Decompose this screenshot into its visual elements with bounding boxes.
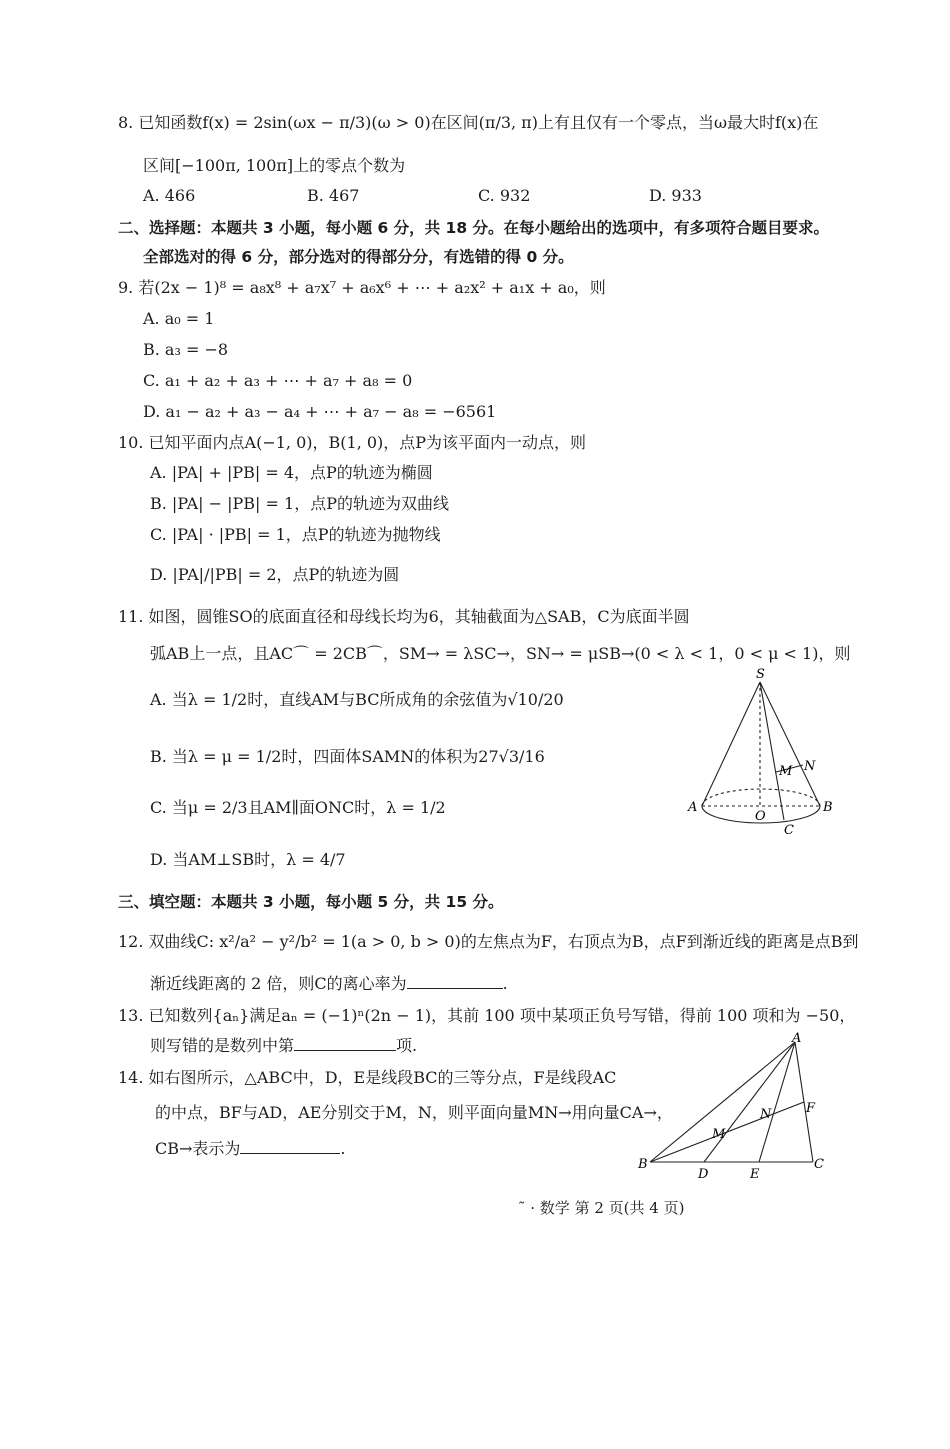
q10-option-b: B. |PA| − |PB| = 1，点P的轨迹为双曲线 [150,494,449,513]
tri-label-c: C [814,1157,824,1172]
q12-stem-line2 [150,974,508,994]
q13-stem-line2 [150,1036,417,1056]
q12-line2-text: 渐近线距离的 2 倍，则C的离心率为 [150,974,407,993]
tri-label-m: M [712,1127,726,1142]
q10-option-d: D. |PA|/|PB| = 2，点P的轨迹为圆 [150,565,400,584]
q11-stem-line2: 弧AB上一点，且AC⌒ = 2CB⌒，SM→ = λSC→，SN→ = μSB→(0 < λ < 1，0 < μ < 1)，则 [150,644,851,663]
q13-line2-text: 则写错的是数列中第 [150,1036,295,1055]
q10-option-c: C. |PA| · |PB| = 1，点P的轨迹为抛物线 [150,525,441,544]
cone-label-b: B [823,800,833,815]
cone-edge-sb [760,682,820,806]
tri-segment-bf [650,1102,804,1162]
cone-label-m: M [779,764,793,779]
q9-stem: 9. 若(2x − 1)⁸ = a₈x⁸ + a₇x⁷ + a₆x⁶ + ⋯ + a₂x² + a₁x + a₀，则 [118,278,606,297]
cone-segment-sc [760,682,784,820]
tri-label-b: B [638,1157,648,1172]
q8-option-c: C. 932 [478,186,531,205]
section2-header-line1: 二、选择题：本题共 3 小题，每小题 6 分，共 18 分。在每小题给出的选项中，有多项符合题目要求。 [118,219,830,237]
cone-edge-sa [702,682,760,806]
cone-figure [680,660,850,840]
cone-base-back [702,789,820,806]
q8-option-a: A. 466 [143,186,196,205]
q12-answer-blank[interactable] [407,974,503,989]
cone-label-n: N [804,759,816,774]
cone-label-o: O [755,809,766,824]
q9-option-d: D. a₁ − a₂ + a₃ − a₄ + ⋯ + a₇ − a₈ = −6561 [143,402,497,421]
cone-label-s: S [756,667,765,682]
q8-option-d: D. 933 [649,186,702,205]
tri-label-a: A [792,1031,802,1046]
q14-stem-line3 [155,1139,346,1159]
q14-line3-text: CB→表示为 [155,1139,241,1158]
tri-segment-ae [759,1042,795,1162]
q11-option-b: B. 当λ = μ = 1/2时，四面体SAMN的体积为27√3/16 [150,747,545,766]
q8-stem-line2: 区间[−100π, 100π]上的零点个数为 [143,156,406,175]
q11-option-d: D. 当AM⊥SB时，λ = 4/7 [150,850,346,869]
q9-option-a: A. a₀ = 1 [143,309,215,328]
q10-stem: 10. 已知平面内点A(−1, 0)，B(1, 0)，点P为该平面内一动点，则 [118,433,587,452]
q12-stem-line1: 12. 双曲线C: x²/a² − y²/b² = 1(a > 0, b > 0)的左焦点为F，右顶点为B，点F到渐近线的距离是点B到 [118,932,859,951]
q10-option-a: A. |PA| + |PB| = 4，点P的轨迹为椭圆 [150,463,433,482]
q8-stem-line1: 8. 已知函数f(x) = 2sin(ωx − π/3)(ω > 0)在区间(π/3, π)上有且仅有一个零点，当ω最大时f(x)在 [118,113,819,132]
tri-side-ab [650,1042,795,1162]
q14-line3-end: . [340,1139,346,1158]
section3-header: 三、填空题：本题共 3 小题，每小题 5 分，共 15 分。 [118,893,504,911]
q14-answer-blank[interactable] [240,1139,340,1154]
q8-option-b: B. 467 [307,186,360,205]
tri-label-e: E [750,1167,760,1182]
q14-stem-line1: 14. 如右图所示，△ABC中，D，E是线段BC的三等分点，F是线段AC [118,1068,617,1087]
tri-label-n: N [760,1107,772,1122]
cone-label-c: C [784,823,794,838]
section2-header-line2: 全部选对的得 6 分，部分选对的得部分分，有选错的得 0 分。 [143,248,574,266]
q11-option-a: A. 当λ = 1/2时，直线AM与BC所成角的余弦值为√10/20 [150,690,564,709]
q9-option-b: B. a₃ = −8 [143,340,229,359]
q13-stem-line1: 13. 已知数列{aₙ}满足aₙ = (−1)ⁿ(2n − 1)，其前 100 项中某项正负号写错，得前 100 项和为 −50， [118,1006,856,1025]
tri-label-d: D [698,1167,709,1182]
tri-segment-ad [704,1042,795,1162]
q13-line2-end: 项. [396,1036,418,1055]
cone-label-a: A [688,800,698,815]
page-footer: ˜ · 数学 第 2 页(共 4 页) [518,1199,685,1217]
q11-option-c: C. 当μ = 2/3且AM∥面ONC时，λ = 1/2 [150,798,446,817]
tri-label-f: F [806,1101,816,1116]
q13-answer-blank[interactable] [294,1036,396,1051]
q9-option-c: C. a₁ + a₂ + a₃ + ⋯ + a₇ + a₈ = 0 [143,371,413,390]
q14-stem-line2: 的中点，BF与AD，AE分别交于M，N，则平面向量MN→用向量CA→， [155,1103,673,1122]
q11-stem-line1: 11. 如图，圆锥SO的底面直径和母线长均为6，其轴截面为△SAB，C为底面半圆 [118,607,690,626]
triangle-figure [630,1030,840,1185]
q12-line2-end: . [502,974,508,993]
